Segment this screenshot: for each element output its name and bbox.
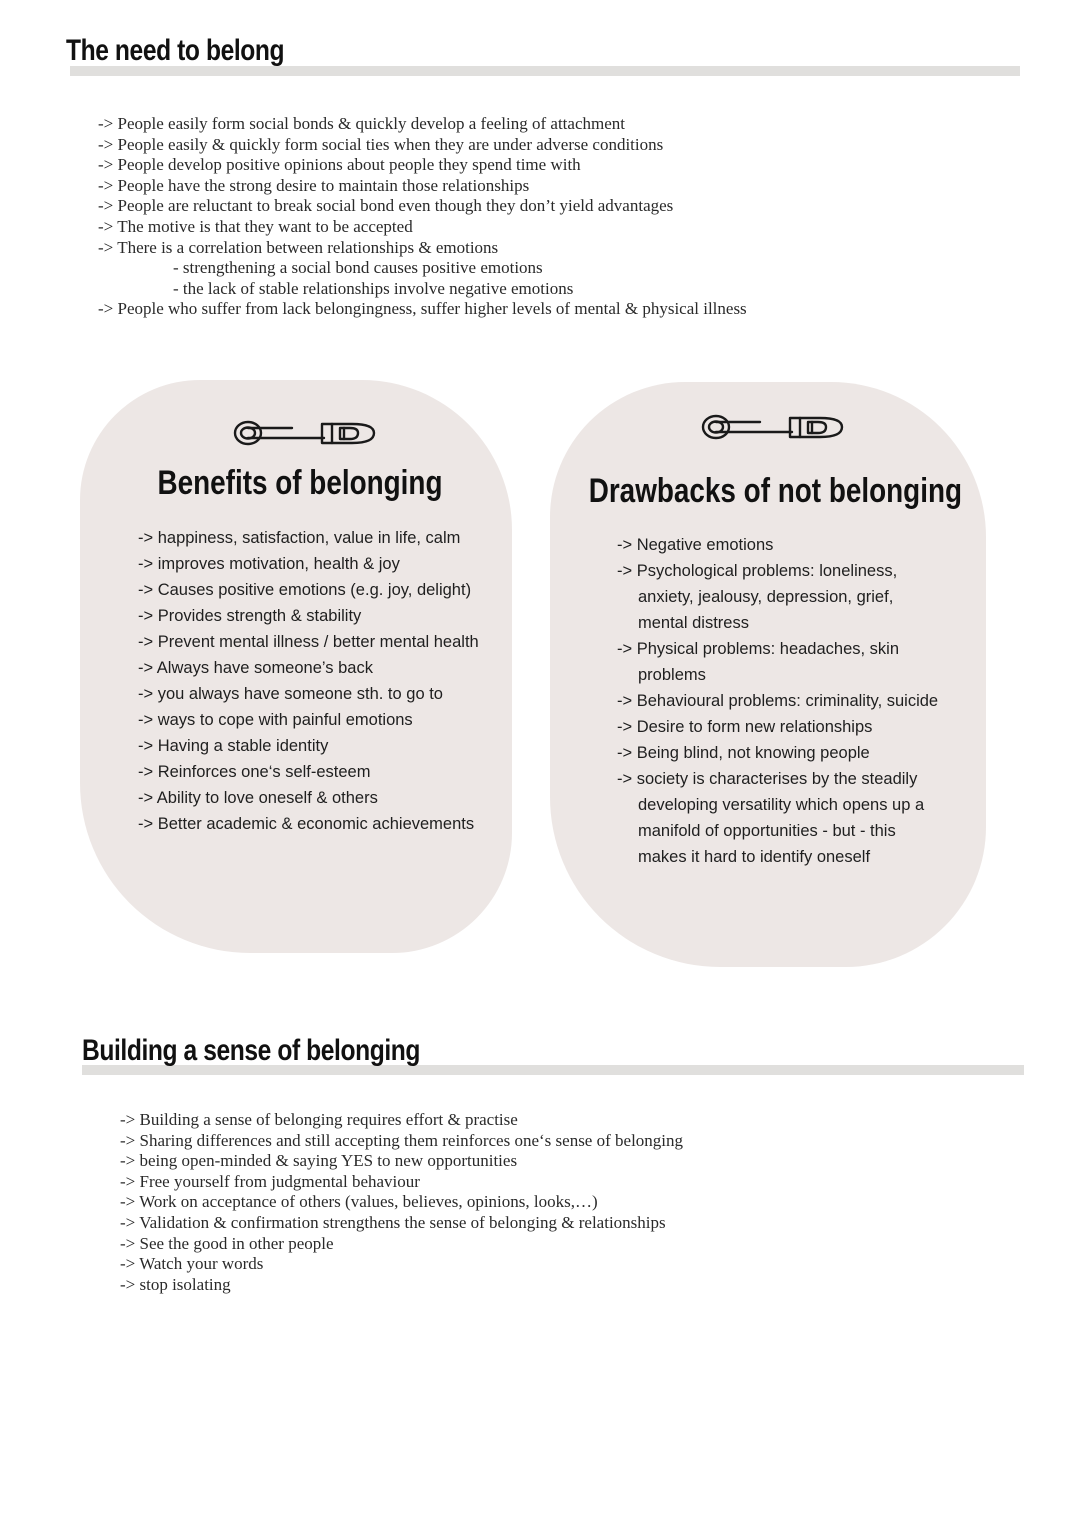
drawbacks-title: Drawbacks of not belonging (588, 472, 963, 510)
list-item: -> See the good in other people (120, 1233, 334, 1253)
list-item: -> Watch your words (120, 1254, 264, 1274)
safety-pin-icon (700, 412, 846, 442)
benefits-card (80, 380, 512, 953)
list-subitem: - strengthening a social bond causes positive emotions (173, 258, 543, 278)
list-item: -> The motive is that they want to be accepted (98, 216, 413, 236)
list-item: -> Causes positive emotions (e.g. joy, delight) (138, 581, 472, 599)
list-item: -> There is a correlation between relationships & emotions (98, 237, 499, 257)
benefits-title: Benefits of belonging (157, 464, 443, 502)
list-item: -> Always have someone’s back (138, 659, 373, 677)
list-item: -> Physical problems: headaches, skin problems (617, 640, 900, 684)
list-item: -> improves motivation, health & joy (138, 555, 400, 573)
safety-pin-icon (232, 418, 378, 448)
list-item: -> stop isolating (120, 1274, 231, 1294)
list-item: -> Provides strength & stability (138, 607, 362, 625)
list-item: -> People who suffer from lack belongingness, suffer higher levels of mental & physical illness (98, 299, 747, 319)
list-item: -> People easily form social bonds & quickly develop a feeling of attachment (98, 114, 625, 133)
benefits-list (138, 525, 483, 837)
list-item: -> People easily & quickly form social ties when they are under adverse conditions (98, 134, 664, 154)
list-item: -> Reinforces one‘s self-esteem (138, 763, 371, 781)
list-item: -> Psychological problems: loneliness, anxiety, jealousy, depression, grief, mental distress (617, 562, 898, 632)
list-item: -> Sharing differences and still accepting them reinforces one‘s sense of belonging (120, 1130, 684, 1150)
list-subitem: - the lack of stable relationships involve negative emotions (173, 278, 574, 298)
list-item: -> Free yourself from judgmental behaviour (120, 1171, 420, 1191)
section2-list (120, 1110, 683, 1295)
list-item: -> society is characterises by the steadily developing versatility which opens up a manifold of opportunities - but - this makes it hard to identify oneself (617, 770, 925, 866)
list-item: -> ways to cope with painful emotions (138, 711, 413, 729)
section1-list (98, 114, 747, 320)
list-item: -> People have the strong desire to maintain those relationships (98, 175, 530, 195)
list-item: -> Behavioural problems: criminality, suicide (617, 692, 939, 710)
list-item: -> Validation & confirmation strengthens the sense of belonging & relationships (120, 1212, 666, 1232)
list-item: -> Being blind, not knowing people (617, 744, 870, 762)
list-item: -> you always have someone sth. to go to (138, 685, 443, 703)
section2-title: Building a sense of belonging (82, 1034, 420, 1067)
list-item: -> Ability to love oneself & others (138, 789, 378, 807)
list-item: -> Desire to form new relationships (617, 718, 873, 736)
list-item: -> Negative emotions (617, 536, 774, 554)
list-item: -> being open-minded & saying YES to new opportunities (120, 1151, 518, 1171)
list-item: -> People develop positive opinions about people they spend time with (98, 155, 581, 175)
list-item: -> happiness, satisfaction, value in life, calm (138, 529, 461, 547)
list-item: -> Having a stable identity (138, 737, 329, 755)
list-item: -> People are reluctant to break social bond even though they don’t yield advantages (98, 196, 674, 216)
list-item: -> Prevent mental illness / better mental health (138, 633, 479, 651)
list-item: -> Building a sense of belonging requires effort & practise (120, 1110, 518, 1129)
drawbacks-card (550, 382, 986, 967)
drawbacks-list (617, 532, 947, 870)
section1-title: The need to belong (66, 34, 285, 67)
list-item: -> Work on acceptance of others (values, believes, opinions, looks,…) (120, 1192, 598, 1212)
list-item: -> Better academic & economic achievements (138, 815, 475, 833)
